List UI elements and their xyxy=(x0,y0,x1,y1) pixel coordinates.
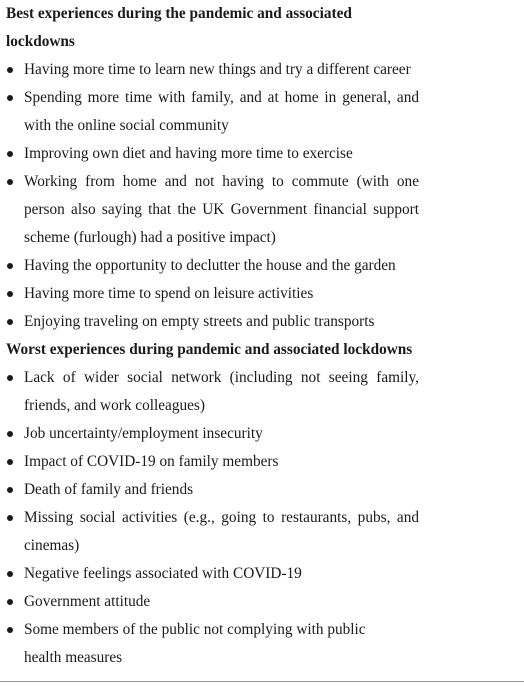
list-item: Impact of COVID-19 on family members xyxy=(0,448,419,476)
list-item: Job uncertainty/employment insecurity xyxy=(0,420,419,448)
list-item: Government attitude xyxy=(0,588,419,616)
list-item: Negative feelings associated with COVID-19 xyxy=(0,560,419,588)
list-item: Working from home and not having to commute (with one person also saying that the UK Government financial support scheme (furlough) had a positive impact) xyxy=(0,168,419,252)
bullet-icon xyxy=(7,95,13,101)
bullet-icon xyxy=(7,627,13,633)
bullet-icon xyxy=(7,179,13,185)
list-item: Having more time to spend on leisure activities xyxy=(0,280,419,308)
list-item: Some members of the public not complying with public health measures xyxy=(0,616,374,672)
worst-experiences-heading: Worst experiences during pandemic and associated lockdowns xyxy=(6,341,413,358)
list-item: Spending more time with family, and at home in general, and with the online social community xyxy=(0,84,419,140)
bullet-icon xyxy=(7,515,13,521)
list-item: Missing social activities (e.g., going to restaurants, pubs, and cinemas) xyxy=(0,504,419,560)
bullet-icon xyxy=(7,599,13,605)
list-item: Lack of wider social network (including not seeing family, friends, and work colleagues) xyxy=(0,364,419,420)
best-experiences-heading: Best experiences during the pandemic and associated lockdowns xyxy=(6,5,352,50)
bullet-icon xyxy=(7,67,13,73)
list-item: Enjoying traveling on empty streets and public transports xyxy=(0,308,419,336)
list-item: Improving own diet and having more time to exercise xyxy=(0,140,419,168)
bullet-icon xyxy=(7,459,13,465)
bullet-icon xyxy=(7,375,13,381)
bullet-icon xyxy=(7,151,13,157)
bullet-icon xyxy=(7,263,13,269)
bullet-icon xyxy=(7,487,13,493)
bullet-icon xyxy=(7,291,13,297)
list-item: Death of family and friends xyxy=(0,476,419,504)
list-item: Having more time to learn new things and try a different career xyxy=(0,56,419,84)
worst-experiences-list xyxy=(0,364,524,672)
bullet-icon xyxy=(7,319,13,325)
best-experiences-list xyxy=(0,56,524,336)
table-bottom-rule xyxy=(0,681,524,682)
list-item: Having the opportunity to declutter the house and the garden xyxy=(0,252,419,280)
bullet-icon xyxy=(7,571,13,577)
bullet-icon xyxy=(7,431,13,437)
